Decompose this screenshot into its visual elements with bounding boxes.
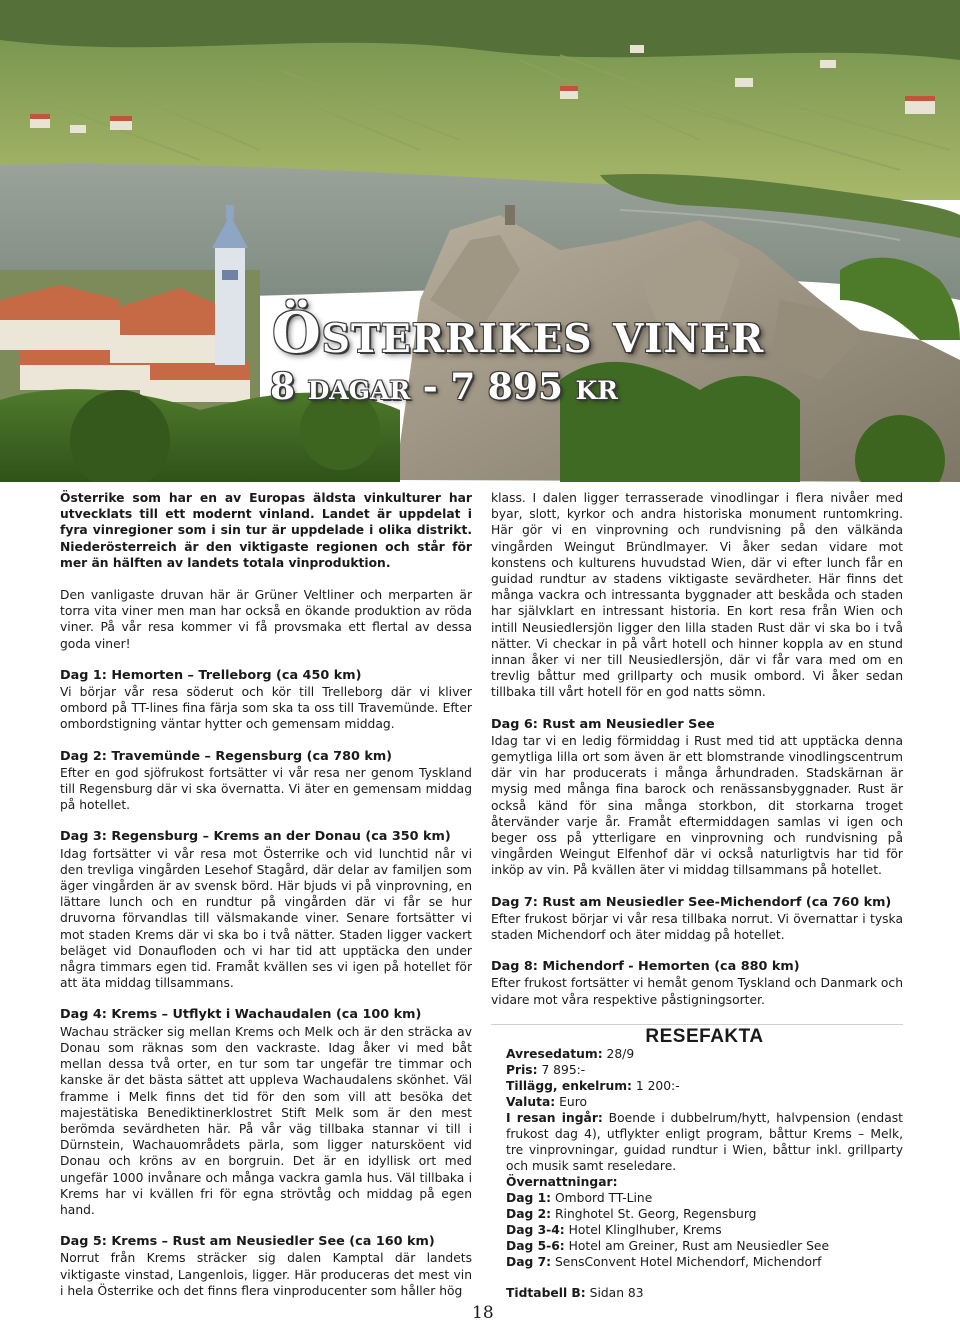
fact-label: Dag 1: — [506, 1191, 552, 1206]
day-section — [491, 959, 903, 1008]
fact-label: Valuta: — [506, 1095, 556, 1110]
left-column — [60, 490, 472, 1315]
fact-row — [506, 1190, 903, 1206]
day-heading: Dag 5: Krems – Rust am Neusiedler See (ca 160 km) — [60, 1234, 435, 1250]
hero-photo — [0, 0, 960, 482]
day-section — [60, 1007, 472, 1218]
day-text: Efter frukost fortsätter vi hemåt genom Tyskland och Danmark och vidare mot våra respektive påstigningsorter. — [491, 976, 903, 1007]
fact-value: Sidan 83 — [585, 1286, 644, 1301]
day-heading: Dag 1: Hemorten – Trelleborg (ca 450 km) — [60, 667, 362, 683]
fact-row — [506, 1046, 903, 1062]
day-section — [60, 668, 472, 733]
day-text: Norrut från Krems sträcker sig dalen Kamptal där landets viktigaste vinstad, Langenlois, ligger. Här produceras det mest vin i hela Österrike och det finns flera vinproducenter som håller hög — [60, 1251, 472, 1298]
fact-label: Pris: — [506, 1063, 538, 1078]
fact-label: Övernattningar: — [506, 1175, 618, 1190]
day-text: Efter en god sjöfrukost fortsätter vi vår resa ner genom Tyskland till Regensburg där vi ska övernatta. Vi äter en gemensam middag på hotellet. — [60, 765, 472, 813]
fact-label: Tillägg, enkelrum: — [506, 1079, 632, 1094]
fact-value: Ombord TT-Line — [551, 1191, 653, 1206]
day-heading: Dag 8: Michendorf - Hemorten (ca 880 km) — [491, 959, 800, 975]
day-text: Wachau sträcker sig mellan Krems och Melk och är den sträcka av Donau som räknas som den vackraste. Idag åker vi med båt mellan dessa två orter, en tur som tar ungefär tre timmar och kanske är det bästa sättet att uppleva Wachaudalens skönhet. Väl framme i Melk finns det tid för den som vill att besöka det majestätiska Benediktinerklostret Stift Melk som är den mest berömda sevärdheten här. På vår väg tillbaka stannar vi till i Dürnstein, Wachauområdets pärla, som ligger natursköent vid Donau och kröns av en borgruin. Det är en idyllisk ort med ungefär 1000 invånare och många vackra gamla hus. Väl tillbaka i Krems har vi kvällen fri för egna strövtåg och middag på egen hand. — [60, 1024, 472, 1217]
day-text: Idag fortsätter vi vår resa mot Österrike och vid lunchtid når vi den trevliga vingården Lesehof Stagård, där delar av familjen som äger vingården är av svensk börd. Här bjuds vi på vinprovning, en lättare lunch och en rundtur på vingården där vi får se hur druvorna förvandlas till välsmakande viner. Senare fortsätter vi mot staden Krems där vi ska bo i två nätter. Staden ligger vackert beläget vid Donaufloden och vi har tid att upptäcka den under några timmars egen tid. Framåt kvällen ses vi igen på hotellet för att äta middag tillsammans. — [60, 846, 472, 991]
fact-value: Ringhotel St. Georg, Regensburg — [551, 1207, 757, 1222]
intro-paragraph: Den vanligaste druvan här är Grüner Veltliner och merparten är torra vita viner men man har också en ökande produktion av röda viner. På vår resa kommer vi få provsmaka ett flertal av dessa goda viner! — [60, 588, 472, 651]
day-section — [60, 1234, 472, 1299]
page-number: 18 — [472, 1303, 494, 1322]
fact-value: Hotel am Greiner, Rust am Neusiedler See — [564, 1239, 830, 1254]
continued-paragraph: klass. I dalen ligger terrasserade vinodlingar i flera nivåer med byar, slott, kyrkor och andra historiska monument runtomkring. Här gör vi en vinprovning och rundvisning på den välkända vingården Weingut Bründlmayer. Vi åker sedan vidare mot konstens och kulturens huvudstad Wien, där vi efter lunch får en guidad rundtur av stadens viktigaste sevärdheter. Här finns det många vackra och intressanta byggnader att beskåda och staden har självklart en intressant historia. En kort resa från Wien och intill Neusiedlersjön ligger den lilla staden Rust där vi ska bo i två nätter. Vi checkar in på vårt hotell och hinner koppla av en stund innan åker vi ner till Neusiedlersjön, där vi får vara med om en trevlig båttur med grillparty och musik ombord. Vi åker sedan tillbaka till vårt hotell för en god natts sömn. — [491, 491, 903, 700]
fact-row — [506, 1094, 903, 1110]
fact-row — [506, 1222, 903, 1238]
lead-paragraph: Österrike som har en av Europas äldsta vinkulturer har utvecklats till ett modernt vinland. Landet är uppdelat i fyra vinregioner som i sin tur är uppdelade i olika distrikt. Niederösterreich är den viktigaste regionen och står för mer än hälften av landets totala vinproduktion. — [60, 491, 472, 570]
facts-box — [491, 1024, 903, 1301]
fact-value: SensConvent Hotel Michendorf, Michendorf — [551, 1255, 822, 1270]
facts-heading: RESEFAKTA — [645, 1025, 764, 1047]
page-title: Österrikes viner — [272, 300, 765, 366]
fact-row — [506, 1254, 903, 1270]
day-heading: Dag 7: Rust am Neusiedler See-Michendorf (ca 760 km) — [491, 894, 892, 910]
day-heading: Dag 3: Regensburg – Krems an der Donau (ca 350 km) — [60, 829, 451, 845]
fact-value: 28/9 — [602, 1047, 635, 1062]
fact-value: Boende i dubbelrum/hytt, halvpension (endast frukost dag 4), utflykter enligt program, båttur Krems – Melk, tre vinprovningar, guidad rundtur i Wien, båttur inkl. grillparty och musik samt reseledare. — [506, 1111, 903, 1174]
page-subtitle: 8 dagar - 7 895 kr — [270, 366, 618, 408]
fact-label: Dag 3-4: — [506, 1223, 565, 1238]
day-heading: Dag 6: Rust am Neusiedler See — [491, 716, 715, 732]
fact-label: Dag 7: — [506, 1255, 552, 1270]
fact-value: 1 200:- — [631, 1079, 680, 1094]
fact-value: Hotel Klinglhuber, Krems — [564, 1223, 722, 1238]
day-heading: Dag 2: Travemünde – Regensburg (ca 780 km) — [60, 748, 393, 764]
fact-row — [506, 1078, 903, 1094]
day-section — [491, 895, 903, 944]
right-column — [491, 490, 903, 1301]
fact-label: I resan ingår: — [506, 1111, 603, 1126]
fact-row — [506, 1062, 903, 1078]
fact-label: Dag 5-6: — [506, 1239, 565, 1254]
landscape-illustration — [0, 0, 960, 482]
day-section — [491, 717, 903, 879]
timetable-row — [506, 1285, 903, 1301]
fact-row — [506, 1206, 903, 1222]
fact-value: Euro — [555, 1095, 587, 1110]
fact-label: Tidtabell B: — [506, 1286, 586, 1301]
fact-value: 7 895:- — [537, 1063, 586, 1078]
day-heading: Dag 4: Krems – Utflykt i Wachaudalen (ca 100 km) — [60, 1007, 422, 1023]
fact-row — [506, 1110, 903, 1174]
fact-label: Avresedatum: — [506, 1047, 603, 1062]
day-section — [60, 829, 472, 991]
fact-row — [506, 1238, 903, 1254]
day-text: Vi börjar vår resa söderut och kör till Trelleborg där vi kliver ombord på TT-lines fina färja som ska ta oss till Travemünde. Efter ombordstigning väntar hytter och gemensam middag. — [60, 685, 472, 732]
day-text: Idag tar vi en ledig förmiddag i Rust med tid att upptäcka denna gemytliga lilla ort som även är ett blomstrande vinodlingscentrum där vin har producerats i många århundraden. Stadskärnan är mysig med många fina barock och renässansbyggnader. Rust är också känd för sina många storkbon, dit storkarna troget återvänder varje år. Framåt eftermiddagen samlas vi igen och beger oss på ytterligare en vinprovning och rundvisning på vingården Weingut Elfenhof där vi också naturligtvis har tid för inköp av vin. På kvällen äter vi middag tillsammans på hotellet. — [491, 733, 903, 878]
day-section — [60, 749, 472, 814]
fact-label: Dag 2: — [506, 1207, 552, 1222]
fact-row — [506, 1174, 903, 1190]
day-text: Efter frukost börjar vi vår resa tillbaka norrut. Vi övernattar i tyska staden Michendorf och äter middag på hotellet. — [491, 911, 903, 943]
